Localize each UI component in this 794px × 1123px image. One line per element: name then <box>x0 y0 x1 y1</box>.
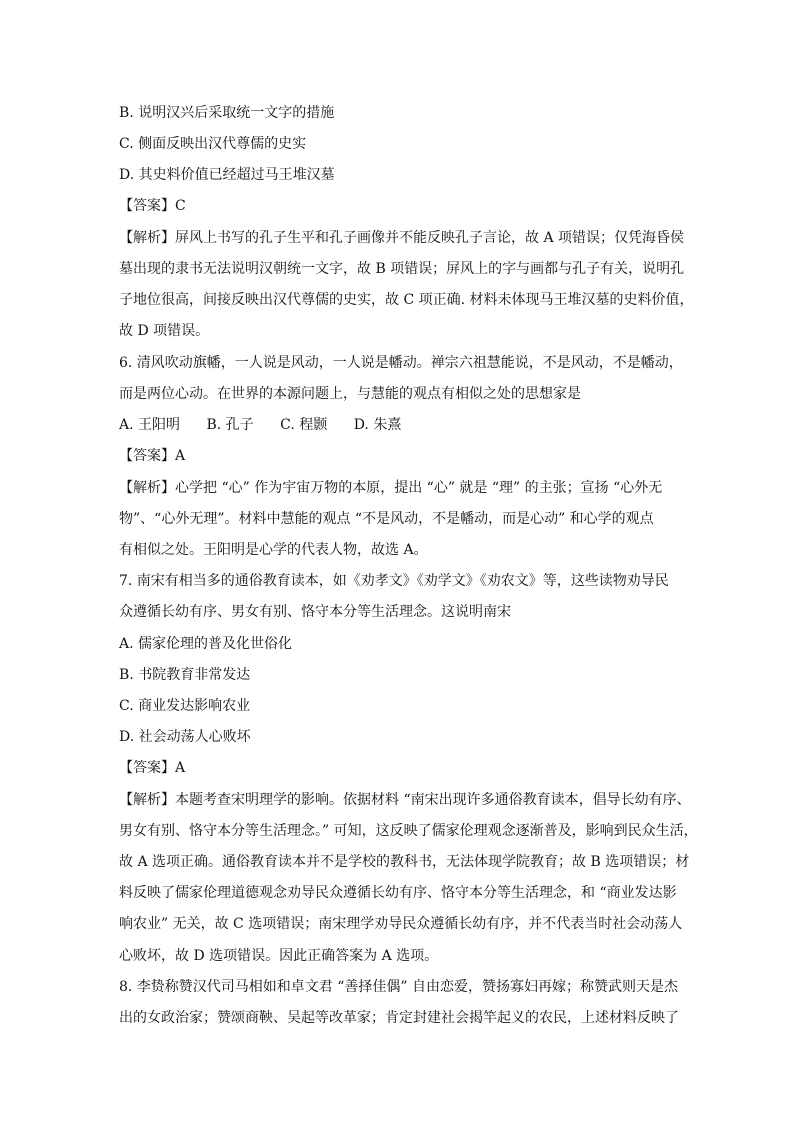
q6-analysis-line: 有相似之处。王阳明是心学的代表人物，故选 A。 <box>119 542 428 558</box>
q6-option-b: B. 孔子 <box>206 417 254 433</box>
q5-option-b: B. 说明汉兴后采取统一文字的措施 <box>119 105 335 121</box>
q8-stem-line: 8. 李贽称赞汉代司马相如和卓文君 “善择佳偶” 自由恋爱，赞扬寡妇再嫁；称赞武则天是杰 <box>119 979 679 995</box>
q5-analysis-line: 故 D 项错误。 <box>119 323 210 339</box>
q7-option-b: B. 书院教育非常发达 <box>119 667 251 683</box>
q7-stem-line: 7. 南宋有相当多的通俗教育读本，如《劝孝文》《劝学文》《劝农文》等，这些读物劝导民 <box>119 573 669 589</box>
q6-option-d: D. 朱熹 <box>353 417 402 433</box>
q5-analysis-line: 墓出现的隶书无法说明汉朝统一文字，故 B 项错误；屏风上的字与画都与孔子有关，说明孔 <box>119 261 685 277</box>
q5-analysis-line: 【解析】屏风上书写的孔子生平和孔子画像并不能反映孔子言论，故 A 项错误；仅凭海昏侯 <box>119 230 685 246</box>
q7-analysis-line: 心败坏，故 D 选项错误。因此正确答案为 A 选项。 <box>119 948 439 964</box>
q6-analysis-line: 【解析】心学把 “心” 作为宇宙万物的本原，提出 “心” 就是 “理” 的主张；宣扬 “心外无 <box>119 480 663 496</box>
q6-stem-line: 6. 清风吹动旗幡，一人说是风动，一人说是幡动。禅宗六祖慧能说，不是风动，不是幡动， <box>119 355 683 371</box>
q7-analysis-line: 响农业” 无关，故 C 选项错误；南宋理学劝导民众遵循长幼有序，并不代表当时社会动荡人 <box>119 916 683 932</box>
q6-option-c: C. 程颢 <box>280 417 328 433</box>
q8-stem-line: 出的女政治家；赞颂商鞅、吴起等改革家；肯定封建社会揭竿起义的农民，上述材料反映了 <box>119 1010 679 1026</box>
q7-option-a: A. 儒家伦理的普及化世俗化 <box>119 636 293 652</box>
q6-stem-line: 而是两位心动。在世界的本源问题上，与慧能的观点有相似之处的思想家是 <box>119 386 581 402</box>
q7-analysis-line: 料反映了儒家伦理道德观念劝导民众遵循长幼有序、恪守本分等生活理念，和 “商业发达影 <box>119 885 677 901</box>
q7-option-d: D. 社会动荡人心败坏 <box>119 729 251 745</box>
q7-option-c: C. 商业发达影响农业 <box>119 698 251 714</box>
q7-stem-line: 众遵循长幼有序、男女有别、恪守本分等生活理念。这说明南宋 <box>119 604 511 620</box>
q6-analysis-line: 物”、“心外无理”。材料中慧能的观点 “不是风动，不是幡动，而是心动” 和心学的观点 <box>119 511 654 527</box>
q5-analysis-line: 子地位很高，间接反映出汉代尊儒的史实，故 C 项正确. 材料未体现马王堆汉墓的史料价值， <box>119 292 694 308</box>
q7-analysis-line: 故 A 选项正确。通俗教育读本并不是学校的教科书，无法体现学院教育；故 B 选项错误；材 <box>119 854 690 870</box>
q5-option-c: C. 侧面反映出汉代尊儒的史实 <box>119 136 307 152</box>
q7-answer: 【答案】A <box>119 760 186 776</box>
q7-analysis-line: 男女有别、恪守本分等生活理念。” 可知，这反映了儒家伦理观念逐渐普及，影响到民众生活， <box>119 823 698 839</box>
q6-options <box>119 415 423 435</box>
q5-option-d: D. 其史料价值已经超过马王堆汉墓 <box>119 167 335 183</box>
q6-option-a: A. 王阳明 <box>119 417 181 433</box>
q5-answer: 【答案】C <box>119 198 186 214</box>
q7-analysis-line: 【解析】本题考查宋明理学的影响。依据材料 “南宋出现许多通俗教育读本，倡导长幼有序、 <box>119 792 691 808</box>
q6-answer: 【答案】A <box>119 448 186 464</box>
